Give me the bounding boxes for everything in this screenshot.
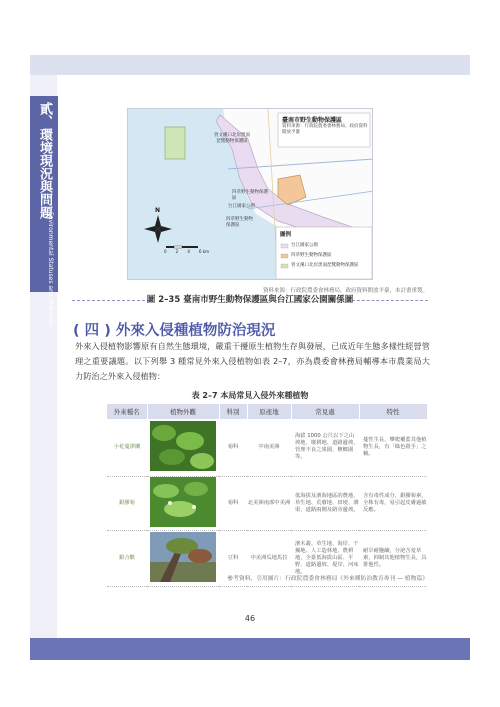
scale-label: 4 <box>187 249 190 254</box>
family-cell: 菊科 <box>219 419 247 476</box>
origin-cell: 中南美洲 <box>247 419 291 476</box>
habitat-cell: 濱木叢、草生地、海岸、干擾地、人工造林地、農耕地，全臺低海拔山區、平野、道路邊坡、堤岸、河床地。 <box>291 530 359 586</box>
plant-photo-cell <box>147 476 219 530</box>
origin-cell: 北美洲南部中美洲 <box>247 476 291 530</box>
habitat-cell: 低海拔及濱海地區的農地、草生地、荒廢地、田埂、溝渠、道路兩側及路旁邊坡。 <box>291 476 359 530</box>
compass-north-label: N <box>155 207 161 214</box>
species-name: 銀膠菊 <box>107 476 147 530</box>
chapter-title: 貳、環境現況與問題 <box>37 102 52 219</box>
column-header: 特性 <box>359 404 427 419</box>
plant-photo-cell <box>147 419 219 476</box>
page-top-band <box>30 55 470 75</box>
column-header: 植物外觀 <box>147 404 219 419</box>
origin-cell: 中美洲瓜地馬拉 <box>247 530 291 586</box>
scale-label: 6 km <box>198 249 209 254</box>
legend-item: 台江國家公園 <box>291 243 318 248</box>
map-title: 臺南市野生動物保護區 <box>282 117 343 124</box>
trait-cell: 耐旱耐鹽鹼，分泌含羞草素，抑制其他植物生長，具排他性。 <box>359 530 427 586</box>
column-header: 原產地 <box>247 404 291 419</box>
table-row <box>107 476 427 530</box>
invasive-plants-table <box>107 404 427 587</box>
wildlife-reserve-map <box>127 108 373 280</box>
scale-label: 2 <box>175 249 179 254</box>
legend-title: 圖例 <box>280 232 292 238</box>
map-label-park: 台江國家公園 <box>228 204 255 209</box>
map-label-estuary: 曾文溪口北岸黑面琵鷺動物保護區 <box>214 133 250 144</box>
estuary-reserve-area <box>165 127 185 159</box>
plant-photo-cell <box>147 530 219 586</box>
legend-item: 四草野生動物保護區 <box>291 253 332 258</box>
family-cell: 豆科 <box>219 530 247 586</box>
trait-cell: 蔓性生長，攀爬覆蓋其他植物生長，有「綠色殺手」之稱。 <box>359 419 427 476</box>
page-number: 46 <box>244 614 256 623</box>
legend-swatch <box>281 244 288 248</box>
map-label-sicao: 四草野生動物保護區 <box>232 190 268 201</box>
habitat-cell: 海拔 1000 公尺以下之山坡地、廢耕地、道路邊坡、管理不良之果園、檳榔園等。 <box>291 419 359 476</box>
species-name: 小花蔓澤蘭 <box>107 419 147 476</box>
plant-photo <box>150 421 216 471</box>
figure-caption: 圖 2–35 臺南市野生動物保護區與台江國家公園關係圖 <box>146 295 354 305</box>
legend-swatch <box>281 264 288 268</box>
trait-cell: 含有毒性成分，銀膠菊素，全株有毒，易引起皮膚過敏反應。 <box>359 476 427 530</box>
page-bottom-band <box>30 638 470 660</box>
table-row <box>107 419 427 476</box>
table-caption: 表 2–7 本局常見入侵外來種植物 <box>191 391 309 400</box>
scale-label: 0 <box>164 249 167 254</box>
reference-note: 參考資料、引用圖片：行政院農委會林務局《外來種防治教育專刊 — 植物篇》 <box>227 576 428 582</box>
scale-bar <box>166 246 198 248</box>
scale-labels <box>164 249 209 254</box>
map-source: 資料來源：行政院農委會林務局、政府資料開放平臺 <box>282 124 368 135</box>
table-header-row <box>107 404 427 419</box>
family-cell: 菊科 <box>219 476 247 530</box>
map-credit: 資料來源：行政院農委會林務局，政府資料開放平臺，本計畫重製。 <box>262 288 428 294</box>
column-header: 科別 <box>219 404 247 419</box>
legend-item: 曾文溪口北岸黑面琵鷺動物保護區 <box>291 263 359 268</box>
chapter-title-en: Environmental Statuses and Problems <box>47 212 54 327</box>
map-label-sicao-2: 四草野生動物保護區 <box>226 217 253 228</box>
column-header: 常見處 <box>291 404 359 419</box>
column-header: 外來種名 <box>107 404 147 419</box>
species-name: 銀合歡 <box>107 530 147 586</box>
plant-photo <box>150 477 216 527</box>
section-body: 外來入侵植物影響原有自然生態環境，嚴重干擾原生植物生存與發展，已成近年生態多樣性經營管理之重要議題。以下列舉 3 種常見外來入侵植物如表 2–7，亦為農委會林務局輔導本市農業局大力防治之外來入侵植物： <box>75 341 430 381</box>
section-title: ( 四 ) 外來入侵種植物防治現況 <box>73 323 276 339</box>
plant-photo <box>150 532 216 582</box>
legend-swatch <box>281 254 288 258</box>
